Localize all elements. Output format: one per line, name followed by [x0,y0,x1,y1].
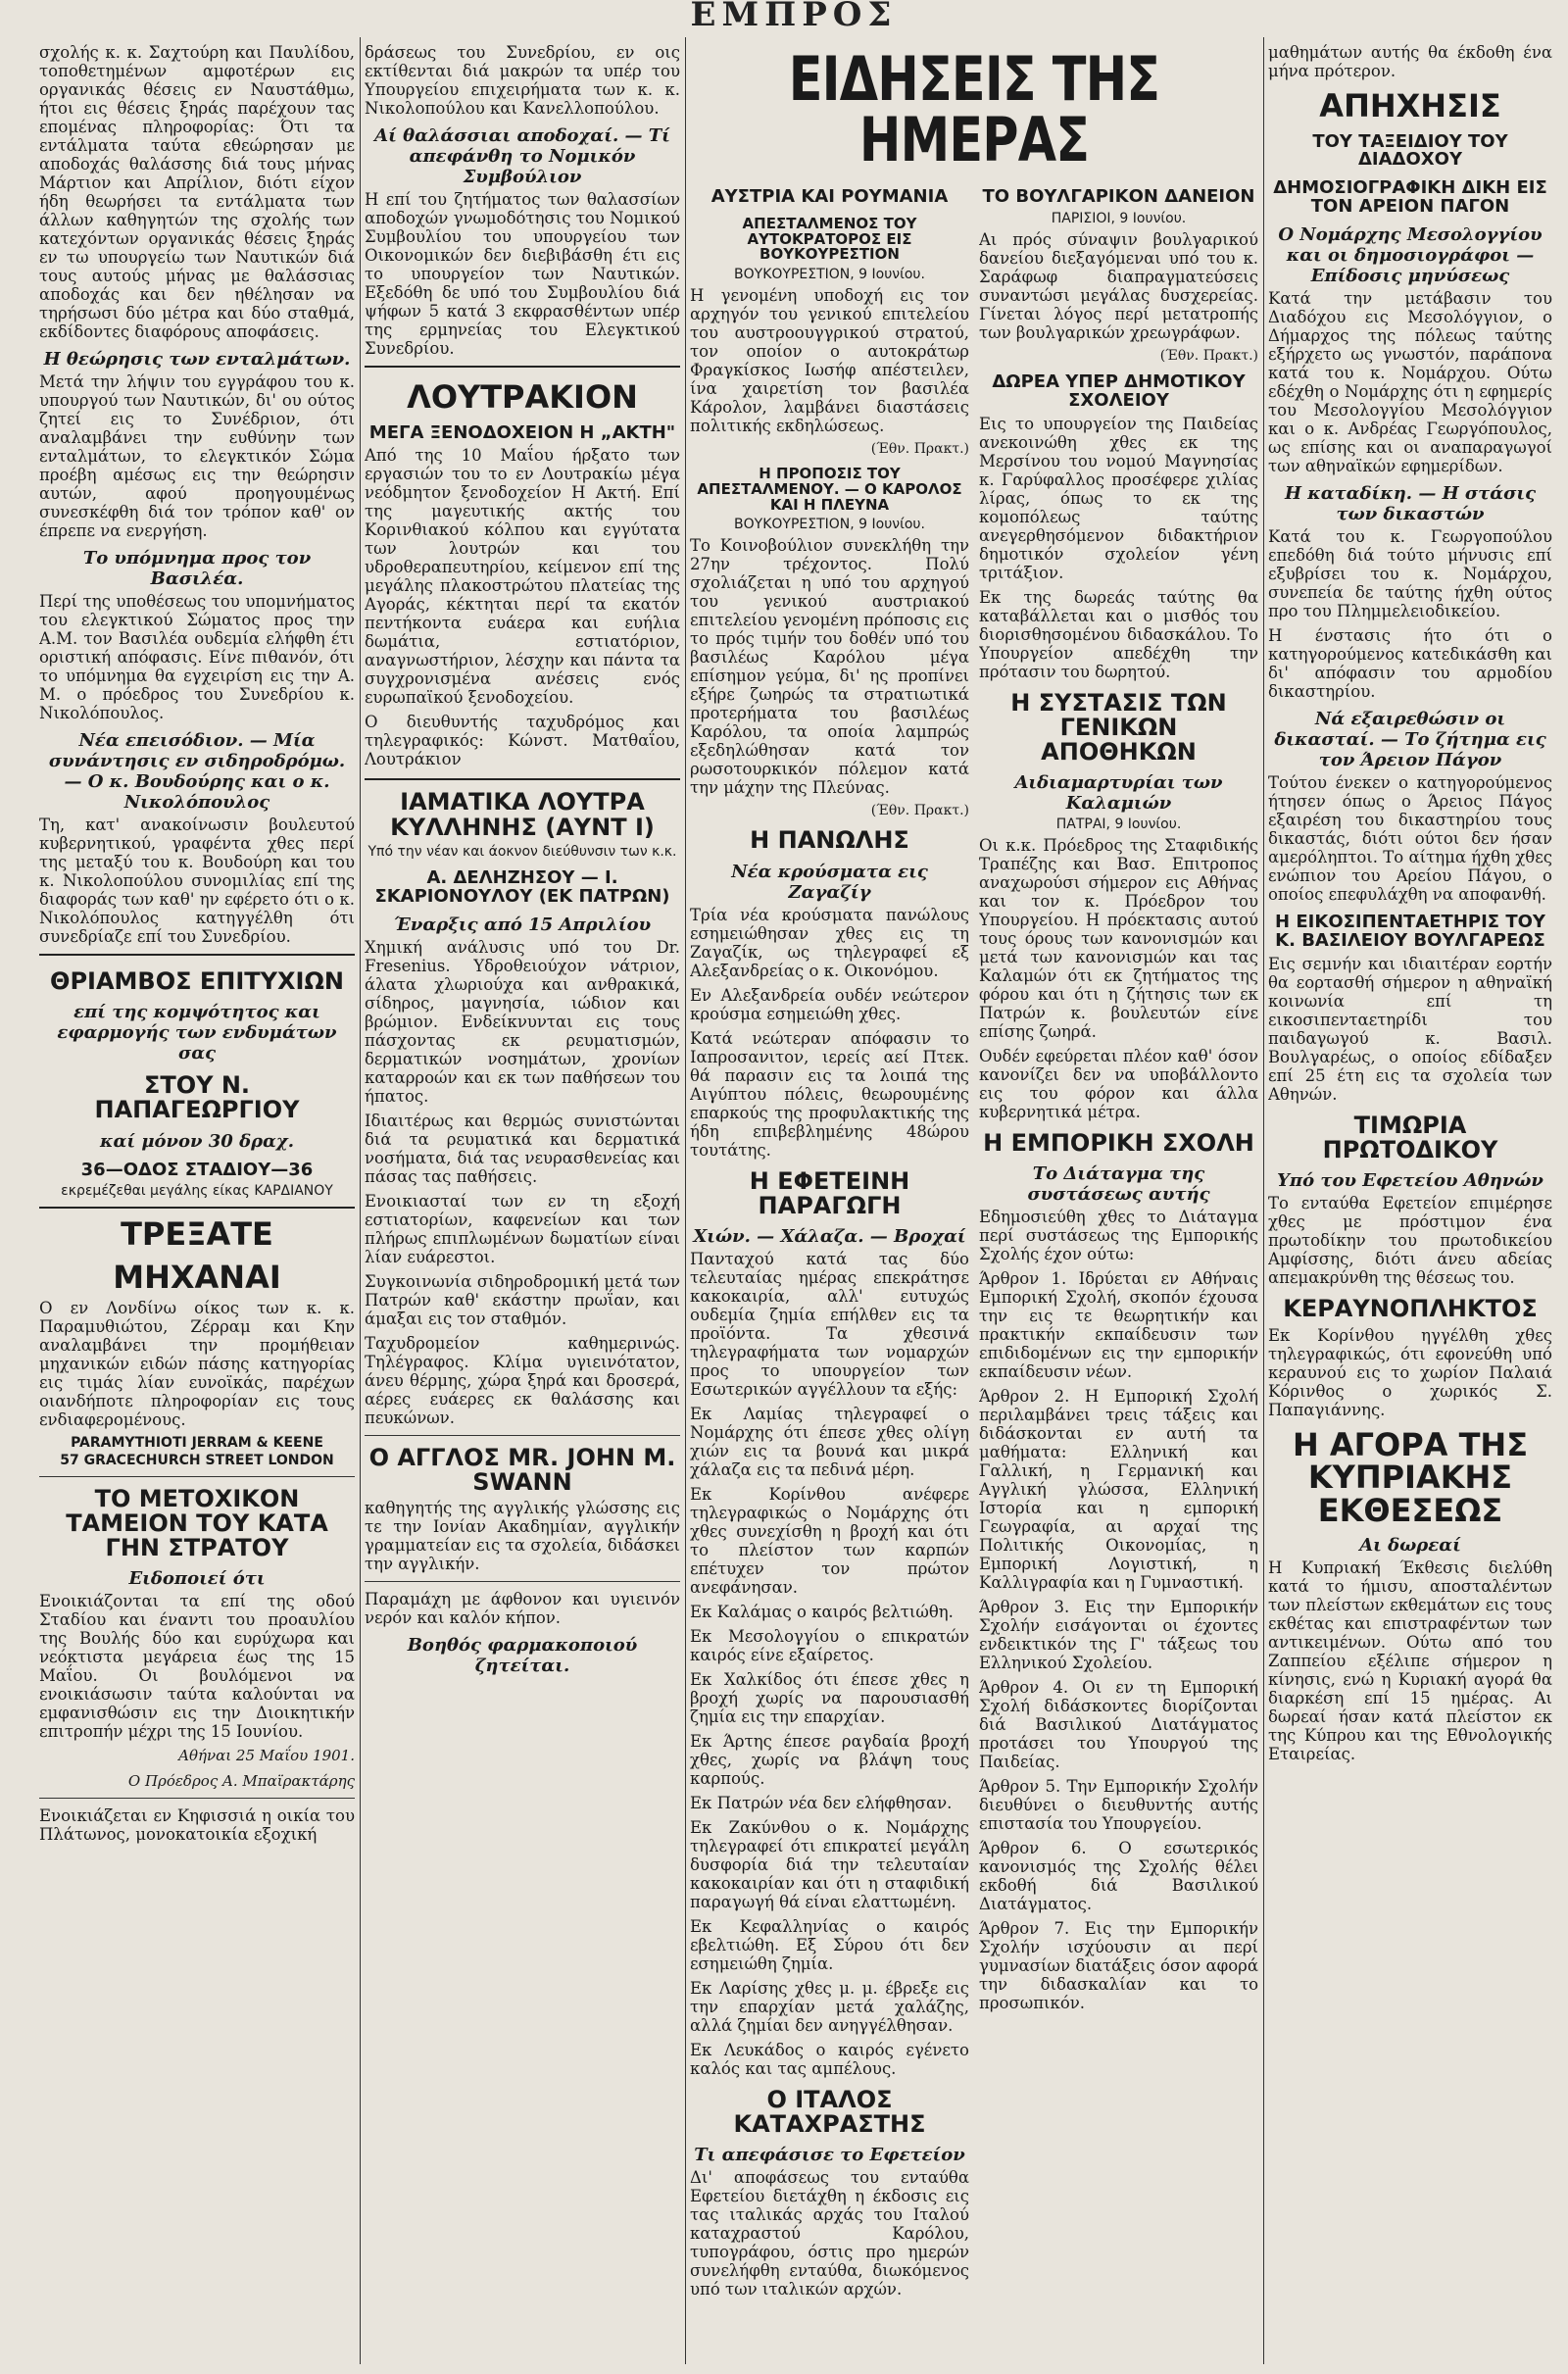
subcolumn-left [690,178,969,2304]
column-3-news-of-the-day [690,43,1258,2366]
masthead: ΕΜΠΡΟΣ [690,0,898,33]
article-paragraph: Εις σεμνήν και ιδιαιτέραν εορτήν θα εορτασθή σήμερον η αθηναϊκή κοινωνία επί τη εικοσιπενταετηρίδι του παιδαγωγού κ. Βασιλ. Βουλγαρέως, ο οποίος εδίδαξεν επί 25 έτη εις τα σχολεία των Αθηνών. [1268,954,1552,1104]
article-paragraph: Άρθρον 5. Την Εμπορικήν Σχολήν διευθύνει ο διευθυντής αυτής επιστασία του Υπουργείου. [979,1777,1258,1834]
ad-hotel-name: ΜΕΓΑ ΞΕΝΟΔΟΧΕΙΟΝ Η „ΑΚΤΗ" [368,421,676,443]
dateline: ΒΟΥΚΟΥΡΕΣΤΙΟΝ, 9 Ιουνίου. [734,517,925,533]
article-headline: ΤΟ ΒΟΥΛΓΑΡΙΚΟΝ ΔΑΝΕΙΟΝ [982,186,1255,207]
article-paragraph: Εκ Χαλκίδος ότι έπεσε χθες η βροχή χωρίς να παρουσιασθή ζημία εις την επαρχίαν. [690,1669,969,1726]
ad-shop-name: ΣΤΟΥ Ν. ΠΑΠΑΓΕΩΡΓΙΟΥ [94,1071,300,1124]
article-headline: Η ΕΜΠΟΡΙΚΗ ΣΧΟΛΗ [983,1129,1254,1158]
article-headline: Η ΠΑΝΩΛΗΣ [750,826,909,855]
article-paragraph: Περί της υποθέσεως του υπομνήματος του ελεγκτικού Σώματος προς την Α.Μ. τον Βασιλέα ουδεμία ελήφθη έτι οριστική απόφασις. Είνε πιθανόν, ότι το υπόμνημα θα εγχειρίση εις την Α. Μ. ο πρόεδρος του Συνεδρίου κ. Νικολόπουλος. [39,592,355,722]
article-paragraph: Κατά νεώτεραν απόφασιν το Ιαπροσανιτον, ιερείς αεί Πτεκ. θά παρασιν εις τα λοιπά της Αιγύπτου πόλεις, θεωρουμένης επαρκούς της προφυλακτικής της ήδη επιβεβλημένης 48ώρου τουτάτης. [690,1028,969,1160]
article-paragraph: Πανταχού κατά τας δύο τελευταίας ημέρας επεκράτησε κακοκαιρία, αλλ' ευτυχώς ουδεμία ζημία επήλθεν εις τα προϊόντα. Τα χθεσινά τηλεγραφήματα των νομαρχών προς το υπουργείον των Εσωτερικών αγγέλλουν τα εξής: [690,1249,969,1399]
article-paragraph: δράσεως του Συνεδρίου, εν οις εκτίθενται διά μακρών τα υπέρ του Υπουργείου επιχειρήματα των κ. κ. Νικολοπούλου και Κανελλοπούλου. [365,43,680,118]
article-kicker: Η καταδίκη. — Η στάσις των δικαστών [1284,483,1537,525]
ad-text: Από της 10 Μαΐου ήρξατο των εργασιών του το εν Λουτρακίω μέγα νεόδμητον ξενοδοχείον Η Ακτή. Επί της μαγευτικής ακτής του Κορινθιακού κόλπου και εγγύτατα των λουτρών και του υδροθεραπευτηρίου, κείμενον επί της μεγάλης πλακοστρώτου πλατείας της Αγοράς, κέκτηται περί τα εκατόν πεντήκοντα ευάερα και ευήλια δωμάτια, εστιατόριον, αναγνωστήριον, λέσχην και πάντα τα συγχρονισμένα ανέσεις ενός ευρωπαϊκού ξενοδοχείου. [365,446,680,708]
article-kicker: Νά εξαιρεθώσιν οι δικασταί. — Το ζήτημα εις τον Άρειον Πάγον [1274,709,1546,771]
source-credit: (Έθν. Πρακτ.) [870,803,969,819]
article-headline: Ο ΙΤΑΛΟΣ ΚΑΤΑΧΡΑΣΤΗΣ [733,2085,926,2139]
ad-text: καθηγητής της αγγλικής γλώσσης εις τε την Ιονίαν Ακαδημίαν, αγγλικήν γραμματείαν εις τα σχολεία, διδάσκει την αγγλικήν. [365,1499,680,1574]
article-paragraph: Εκ Κεφαλληνίας ο καιρός εβελτιώθη. Εξ Σύρου ότι δεν εσημειώθη ζημία. [690,1916,969,1973]
ad-kicker: Έναρξις από 15 Απριλίου [393,914,652,935]
article-paragraph: Εκ Άρτης έπεσε ραγδαία βροχή χθες, χωρίς να βλάψη τους καρπούς. [690,1731,969,1788]
article-paragraph: Η ένστασις ήτο ότι ο κατηγορούμενος κατεδικάσθη και δι' απόφασιν του αρμοδίου δικαστηρίου. [1268,626,1552,702]
article-kicker: Νέα κρούσματα εις Ζαγαζίγ [731,861,928,903]
ad-text: Ο διευθυντής ταχυδρόμος και τηλεγραφικός: Κώνστ. Ματθαΐου, Λουτράκιον [365,713,680,769]
column-1 [39,43,355,2366]
article-subheadline: ΤΟΥ ΤΑΞΕΙΔΙΟΥ ΤΟΥ ΔΙΑΔΟΧΟΥ [1312,130,1508,171]
advertisement-rental: Ενοικιάζονται τα επί της οδού Σταδίου και έναντι του προαυλίου της Βουλής δύο και ευρύχωρα και νεόκτιστα μεγάρεια έως της 15 Μαΐου. Οι βουλόμενοι να ενοικιάσωσιν ταύτα καλούνται να εμφανισθώσιν εις την Διοικητικήν επιτροπήν μέχρι της 15 Ιουνίου. [39,1592,355,1742]
section-heading: Αί θαλάσσιαι αποδοχαί. — Τί απεφάνθη το Νομικόν Συμβούλιον [374,125,670,187]
ad-owners: Α. ΔΕΛΗΖΗΣΟΥ — Ι. ΣΚΑΡΙΟΝΟΥΛΟΥ (ΕΚ ΠΑΤΡΩΝ) [374,866,670,907]
article-kicker: Αι δωρεαί [1359,1535,1461,1557]
article-paragraph: Κατά την μετάβασιν του Διαδόχου εις Μεσολόγγιον, ο Δήμαρχος της πόλεως ταύτης εξήρχετο ως γνωστόν, παράπονα κατά του κ. Νομάρχου. Ούτω εδέχθη ο Νομάρχης ότι η εφημερίς του Μεσολογγίου Μεσολόγγιον και ο κ. Ανδρέας Γεωργόπουλος, ως επίσης και οι αναπαραγωγοί των αθηναϊκών εφημερίδων. [1268,289,1552,476]
column-rule [1263,37,1264,2364]
article-subheadline: ΔΗΜΟΣΙΟΓΡΑΦΙΚΗ ΔΙΚΗ ΕΙΣ ΤΟΝ ΑΡΕΙΟΝ ΠΑΓΟΝ [1273,177,1547,218]
article-kicker: Υπό του Εφετείου Αθηνών [1277,1170,1544,1192]
article-headline: Η ΕΦΕΤΕΙΝΗ ΠΑΡΑΓΩΓΗ [749,1166,910,1219]
ad-company-address: 57 GRACECHURCH STREET LONDON [60,1452,334,1468]
ad-title: ΙΑΜΑΤΙΚΑ ΛΟΥΤΡΑ ΚΥΛΛΗΝΗΣ (ΑΥΝΤ Ι) [390,788,655,841]
article-paragraph: Εκ Λαρίσης χθες μ. μ. έβρεξε εις την επαρχίαν μετά χαλάζης, αλλά ζημίαι δεν ανηγγέλθησαν. [690,1978,969,2035]
ad-address: 36—ΟΔΟΣ ΣΤΑΔΙΟΥ—36 [80,1159,314,1180]
ad-text: Συγκοινωνία σιδηροδρομική μετά των Πατρών καθ' εκάστην πρωΐαν, και άμαξαι εις τον σταθμόν. [365,1271,680,1328]
article-headline: ΑΠΗΧΗΣΙΣ [1319,87,1501,124]
advertisement-machines: Ο εν Λονδίνω οίκος των κ. κ. Παραμυθιώτου, Ζέρραμ και Κην αναλαμβάνει την προμήθειαν μηχανικών ειδών πάσης κατηγορίας εις τιμάς λίαν ευνοϊκάς, παρέχων οιανδήποτε πληροφορίαν εις τους ενδιαφερομένους. [39,1298,355,1429]
column-4 [1268,43,1552,2366]
ad-title: ΛΟΥΤΡΑΚΙΟΝ [407,378,638,416]
ad-headline: ΜΗΧΑΝΑΙ [113,1259,281,1297]
subcolumn-right [979,178,1258,2304]
article-paragraph: Αι πρός σύναψιν βουλγαρικού δανείου διεξαγόμεναι υπό του κ. Σαράφωφ διαπραγματεύσεις συναντώσι μεγάλας δυσχερείας. Γίνεται λόγος περί μετατροπής των βουλγαρικών χρεωγράφων. [979,229,1258,342]
article-paragraph: Δι' αποφάσεως του ενταύθα Εφετείου διετάχθη η έκδοσις εις τας ιταλικάς αρχάς του Ιταλού καταχραστού Καρόλου, τυπογράφου, όστις προ ημερών συνελήφθη ενταύθα, διωκόμενος υπό των ιταλικών αρχών. [690,2168,969,2300]
article-paragraph: Εκ Καλάμας ο καιρός βελτιώθη. [690,1602,954,1621]
dateline: ΒΟΥΚΟΥΡΕΣΤΙΟΝ, 9 Ιουνίου. [734,267,925,283]
article-paragraph: Οι κ.κ. Πρόεδρος της Σταφιδικής Τραπέζης και Βασ. Επιτροπος αναχωρούσι σήμερον εις Αθήνας και τον κ. Πρόεδρον του Υπουργείου. Η πρόεκτασις αυτού τους όρους των κανονισμών και μετά των κανονισμών και τας Καλαμών ότι εκ ζητήματος της φόρου και ότι η ζήτησις των εκ Πατρών κ. βουλευτών είνε επίσης ζωηρά. [979,836,1258,1042]
ad-date: Αθήναι 25 Μαΐου 1901. [178,1747,355,1765]
ad-text: Ιδιαιτέρως και θερμώς συνιστώνται διά τα ρευματικά και δερματικά νοσήματα, διά τας νευρασθενείας και πάσας τας παθήσεις. [365,1111,680,1186]
source-credit: (Έθν. Πρακτ.) [870,441,969,458]
divider [365,1435,680,1436]
article-paragraph: Τη, κατ' ανακοίνωσιν βουλευτού κυβερνητικού, γραφέντα χθες περί της μεταξύ του κ. Βουδούρη και του κ. Νικολοπούλου συνομιλίας επί της διαφοράς των καθ' ην εφέρετο ότι ο κ. Νικολόπουλος κατηγγέλθη ότι συνεδρίαζε επί του Συνεδρίου. [39,816,355,946]
source-credit: (Έθν. Πρακτ.) [1159,347,1258,364]
article-paragraph: Άρθρον 4. Οι εν τη Εμπορική Σχολή διδάσκοντες διορίζονται διά Βασιλικού Διατάγματος προτάσει του Υπουργού της Παιδείας. [979,1678,1258,1772]
advertisement-loutraki [365,366,680,780]
article-paragraph: Εις το υπουργείον της Παιδείας ανεκοινώθη χθες εκ της Μερσίνου του νομού Μαγνησίας κ. Γαρύφαλλος προσέφερε χιλίας λίρας, όπως το εκ της κομοπόλεως ταύτης ανεγερθησόμενον διδακτήριον δημοτικόν σχολείον γένη τριτάξιον. [979,414,1258,582]
article-kicker: Αιδιαμαρτυρίαι των Καλαμιών [1014,772,1223,815]
article-paragraph: Το Κοινοβούλιον συνεκλήθη την 27ην τρέχοντος. Πολύ σχολιάζεται η υπό του αρχηγού του γενικού αυστριακού επιτελείου γενομένη πρόποσις εις το πρός τιμήν του δοθέν υπό του βασιλέως Καρόλου μέγα επίσημον γεύμα, δι' ης προπίνει εξήρε ζωηρώς τα στρατιωτικά προτερήματα του βασιλέως Καρόλου, τα οποία λαμπρώς εξεδηλώθησαν κατά τον ρωσοτουρκικόν πόλεμον κατά την μάχην της Πλεύνας. [690,536,969,798]
article-headline: ΤΙΜΩΡΙΑ ΠΡΩΤΟΔΙΚΟΥ [1322,1111,1498,1164]
article-paragraph: Εκ Κορίνθου ηγγέλθη χθες τηλεγραφικώς, ότι εφονεύθη υπό κεραυνού εις το χωρίον Παλαιά Κόρινθος ο χωρικός Σ. Παπαγιάννης. [1268,1325,1552,1419]
ad-subtitle: Υπό την νέαν και άοκνον διεύθυνσιν των κ.κ. [368,843,677,860]
ad-text: Χημική ανάλυσις υπό του Dr. Fresenius. Υδροθειούχον νάτριον, άλατα χλωριούχα και ανθρακικά, σίδηρος, μαγνησία, ιώδιον και βρώμιον. Ενδείκνυνται εις τους πάσχοντας εκ ρευματισμών, δερματικών νοσημάτων, χρονίων καταρροών και εκ των παθήσεων του ήπατος. [365,937,680,1106]
article-paragraph: Άρθρον 6. Ο εσωτερικός κανονισμός της Σχολής θέλει εκδοθή διά Βασιλικού Διατάγματος. [979,1839,1258,1914]
divider [39,1476,355,1477]
ad-title: Ο ΑΓΓΛΟΣ MR. JOHN M. SWANN [368,1443,676,1496]
article-subheadline: ΑΠΕΣΤΑΛΜΕΝΟΣ ΤΟΥ ΑΥΤΟΚΡΑΤΟΡΟΣ ΕΙΣ ΒΟΥΚΟΥΡΕΣΤΙΟΝ [742,214,917,264]
article-paragraph: Εδημοσιεύθη χθες το Διάταγμα περί συστάσεως της Εμπορικής Σχολής έχον ούτω: [979,1208,1258,1264]
article-paragraph: Άρθρον 7. Εις την Εμπορικήν Σχολήν ισχύουσιν αι περί γυμνασίων διατάξεις όσον αφορά την διδασκαλίαν και το προσωπικόν. [979,1919,1258,2013]
column-2 [365,43,680,2366]
advertisement-kifisia: Ενοικιάζεται εν Κηφισσιά η οικία του Πλάτωνος, μονοκατοικία εξοχική [39,1806,355,1845]
ad-note: εκρεμέζεθαι μεγάλης είκας ΚΑΡΔΙΑΝΟΥ [61,1183,333,1200]
article-paragraph: Κατά του κ. Γεωργοπούλου επεδόθη διά τούτο μήνυσις επί εξυβρίσει του κ. Νομάρχου, συνεπεία δε ταύτης ήχθη ούτος προ του Πλημμελειοδικείου. [1268,527,1552,621]
ad-company-name: PARAMYTHIOTI JERRAM & KEENE [71,1434,323,1451]
section-heading: Το υπόμνημα προς τον Βασιλέα. [82,548,312,589]
dateline: ΠΑΤΡΑΙ, 9 Ιουνίου. [1055,816,1182,833]
article-paragraph: Άρθρον 1. Ιδρύεται εν Αθήναις Εμπορική Σχολή, σκοπόν έχουσα την εις τε θεωρητικήν και πρακτικήν εκπαίδευσιν των επιδιδομένων εις την εμπορικήν εκπαίδευσιν νέων. [979,1269,1258,1382]
ad-signature: Ο Πρόεδρος Α. Μπαϊρακτάρης [127,1772,355,1791]
article-paragraph: μαθημάτων αυτής θα έκδοθη ένα μήνα πρότερον. [1268,43,1552,80]
article-paragraph: Άρθρον 2. Η Εμπορική Σχολή περιλαμβάνει τρεις τάξεις και διδάσκονται εν αυτή τα μαθήματα: Ελληνική και Γαλλική, η Γερμανική και Αγγλική γλώσσα, Ελληνική Ιστορία και η εμπορική Γεωγραφία, αι αρχαί της Πολιτικής Οικονομίας, η Εμπορική Λογιστική, η Καλλιγραφία και η Γυμναστική. [979,1387,1258,1593]
article-paragraph: Εκ Λαμίας τηλεγραφεί ο Νομάρχης ότι έπεσε χθες ολίγη χιών εις τα βουνά και μικρά χάλαζα εις τα πεδινά μέρη. [690,1404,969,1479]
article-paragraph: Εκ Πατρών νέα δεν ελήφθησαν. [690,1793,953,1812]
ad-title: ΤΟ ΜΕΤΟΧΙΚΟΝ ΤΑΜΕΙΟΝ ΤΟΥ ΚΑΤΑ ΓΗΝ ΣΤΡΑΤΟΥ [66,1484,328,1562]
ad-title: ΘΡΙΑΜΒΟΣ ΕΠΙΤΥΧΙΩΝ [50,967,344,995]
ad-subtitle: επί της κομψότητος και εφαρμογής των ενδυμάτων σας [57,1002,337,1064]
article-paragraph: Άρθρον 3. Εις την Εμπορικήν Σχολήν εισάγονται οι έχοντες ενδεικτικόν της Γ' τάξεως του Ελληνικού Σχολείου. [979,1598,1258,1673]
column-rule [685,37,686,2364]
article-kicker: Χιών. — Χάλαζα. — Βροχαί [693,1225,966,1247]
article-paragraph: Το ενταύθα Εφετείον επιμέρησε χθες με πρόστιμον ένα πρωτοδίκην του πρωτοδικείου Αμφίσσης, διότι άνευ αδείας απεμακρύνθη της θέσεως του. [1268,1194,1552,1288]
ad-headline: ΤΡΕΞΑΤΕ [121,1215,273,1254]
section-heading: Η θεώρησις των ενταλμάτων. [43,349,351,370]
ad-text: Παραμάχη με άφθονον και υγιεινόν νερόν και καλόν κήπον. [365,1590,680,1628]
section-banner: ΕΙΔΗΣΕΙΣ ΤΗΣ ΗΜΕΡΑΣ [788,43,1160,175]
article-paragraph: Τρία νέα κρούσματα πανώλους εσημειώθησαν χθες εις τη Ζαγαζίκ, ως τηλεγραφεί εξ Αλεξανδρείας ο κ. Οικονόμου. [690,905,969,980]
ad-kicker: Ειδοποιεί ότι [128,1568,266,1590]
article-headline: Η ΠΡΟΠΟΣΙΣ ΤΟΥ ΑΠΕΣΤΑΛΜΕΝΟΥ. — Ο ΚΑΡΟΛΟΣ ΚΑΙ Η ΠΛΕΥΝΑ [697,465,962,514]
article-paragraph: Εκ Ζακύνθου ο κ. Νομάρχης τηλεγραφεί ότι επικρατεί μεγάλη δυσφορία διά την τελευταίαν κακοκαιρίαν και ότι η σταφιδική παραγωγή θά είναι ελαττωμένη. [690,1817,969,1911]
article-kicker: Ο Νομάρχης Μεσολογγίου και οι δημοσιογράφοι — Επίδοσις μηνύσεως [1278,224,1543,287]
ad-text: Ενοικιασταί των εν τη εξοχή εστιατορίων, καφενείων και των πλήρως επιπλωμένων δωματίων είναι λίαν ευάρεστοι. [365,1191,680,1266]
article-paragraph: Ουδέν εφεύρεται πλέον καθ' όσον κανονίζει δεν να υποβάλλοντο εις του φόρον και άλλα κυβερνητικά μέτρα. [979,1047,1258,1122]
dateline: ΠΑΡΙΣΙΟΙ, 9 Ιουνίου. [1051,210,1187,226]
ad-text: Ταχυδρομείον καθημερινώς. Τηλέγραφος. Κλίμα υγιεινότατον, άνευ θέρμης, χώρα ξηρά και δροσερά, αέρες ευάερες εκ θαλάσσης και πευκώνων. [365,1333,680,1427]
article-paragraph: Η γενομένη υποδοχή εις τον αρχηγόν του γενικού επιτελείου του αυστροουγγρικού στρατού, τον οποίον ο αυτοκράτωρ Φραγκίσκος Ιωσήφ απέστειλεν, ίνα χαιρετίση τον βασιλέα Κάρολον, λαμβάνει διαστάσεις πολιτικής εκδηλώσεως. [690,286,969,436]
column-rule [360,37,361,2364]
section-heading: Νέα επεισόδιον. — Μία συνάντησις εν σιδηροδρόμω. — Ο κ. Βουδούρης και ο κ. Νικολόπουλος [48,730,346,813]
article-paragraph: σχολής κ. κ. Σαχτούρη και Παυλίδου, τοποθετημένων αμφοτέρων εις οργανικάς θέσεις εν Ναυστάθμω, ήτοι εις θέσεις ξηράς παρέχουν τας επομένας πληροφορίας: Ότι τα εντάλματα ταύτα εθεώρησαν με αποδοχάς θαλάσσης διά τους μήνας Μάρτιον και Απρίλιον, διότι είχον ήδη θεωρήσει τα εντάλματα των άλλων καθηγητών της σχολής των κατεχόντων οργανικάς θέσεις ξηράς εν τω υπουργείω των Ναυτικών διά τους αυτούς μήνας με θαλάσσιας αποδοχάς και δεν ηθέλησαν να τηρήσωσι δύο μέτρα και δύο σταθμά, εκδίδοντες διαφόρους αποφάσεις. [39,43,355,341]
article-headline: Η ΕΙΚΟΣΙΠΕΝΤΑΕΤΗΡΙΣ ΤΟΥ Κ. ΒΑΣΙΛΕΙΟΥ ΒΟΥΛΓΑΡΕΩΣ [1275,912,1545,952]
divider [365,1581,680,1582]
divider [39,1798,355,1799]
article-paragraph: Εκ Μεσολογγίου ο επικρατών καιρός είνε εξαίρετος. [690,1626,969,1664]
article-paragraph: Εκ Λευκάδος ο καιρός εγένετο καλός και τας αμπέλους. [690,2040,969,2078]
ad-kicker: Βοηθός φαρμακοποιού ζητείται. [407,1635,638,1677]
article-headline: Η ΑΓΟΡΑ ΤΗΣ ΚΥΠΡΙΑΚΗΣ ΕΚΘΕΣΕΩΣ [1292,1425,1529,1529]
ad-price: καί μόνον 30 δραχ. [100,1130,294,1152]
article-paragraph: Μετά την λήψιν του εγγράφου του κ. υπουργού των Ναυτικών, δι' ου ούτος ζητεί εις το Συνέδριον, ότι αναλαμβάνει την ευθύνην των ενταλμάτων, το ελεγκτικόν Σώμα προέβη αμέσως εις την θεώρησιν αυτών, αφού προηγουμένως συνεσκέφθη διά τον τρόπον καθ' ον έπρεπε να ενεργήση. [39,372,355,540]
article-paragraph: Τούτου ένεκεν ο κατηγορούμενος ήτησεν όπως ο Άρειος Πάγος εξαιρέση του δικαστηρίου τους δικαστάς, διότι ούτοι δεν ήσαν αμερόληπτοι. Το αίτημα ήχθη χθες ενώπιον του Αρείου Πάγου, ο οποίος επεφυλάχθη να αποφανθή. [1268,773,1552,905]
article-paragraph: Εν Αλεξανδρεία ουδέν νεώτερον κρούσμα εσημειώθη χθες. [690,985,969,1023]
article-headline: ΔΩΡΕΑ ΥΠΕΡ ΔΗΜΟΤΙΚΟΥ ΣΧΟΛΕΙΟΥ [992,371,1246,411]
article-paragraph: Εκ Κορίνθου ανέφερε τηλεγραφικώς ο Νομάρχης ότι χθες συνεχίσθη η βροχή και ότι το πλείστον των καρπών επέτυχεν τον πρώτον ανεφάνησαν. [690,1484,969,1597]
article-headline: Η ΣΥΣΤΑΣΙΣ ΤΩΝ ΓΕΝΙΚΩΝ ΑΠΟΘΗΚΩΝ [1010,688,1227,767]
article-paragraph: Εκ της δωρεάς ταύτης θα καταβάλλεται και ο μισθός του διορισθησομένου διδασκάλου. Το Υπουργείον απεδέχθη την πρότασιν του δωρητού. [979,587,1258,681]
article-kicker: Τι απεφάσισε το Εφετείον [694,2145,965,2166]
advertisement-tailor [39,954,355,1209]
article-kicker: Το Διάταγμα της συστάσεως αυτής [1027,1163,1210,1206]
article-headline: ΚΕΡΑΥΝΟΠΛΗΚΤΟΣ [1283,1295,1538,1323]
article-paragraph: Η επί του ζητήματος των θαλασσίων αποδοχών γνωμοδότησις του Νομικού Συμβουλίου του υπουργείου των Οικονομικών δεν διεβιβάσθη έτι εις το υπουργείον των Ναυτικών. Εξεδόθη δε υπό του Συμβουλίου διά ψήφων 5 κατά 3 εκφρασθέντων υπέρ της ερμηνείας του Ελεγκτικού Συνεδρίου. [365,190,680,358]
article-paragraph: Η Κυπριακή Έκθεσις διελύθη κατά το ήμισυ, αποσταλέντων των πλείστων εκθεμάτων εις τους εκθέτας και επιστραφέντων των αντικειμένων. Ούτω από του Ζαππείου εξέλιπε σήμερον η κίνησις, ενώ η Κυριακή αγορά θα διαρκέση επί 15 ημέρας. Αι δωρεαί ήσαν κατά πλείστον εκ της Κύπρου και της Εθνολογικής Εταιρείας. [1268,1558,1552,1764]
article-headline: ΑΥΣΤΡΙΑ ΚΑΙ ΡΟΥΜΑΝΙΑ [710,186,949,207]
